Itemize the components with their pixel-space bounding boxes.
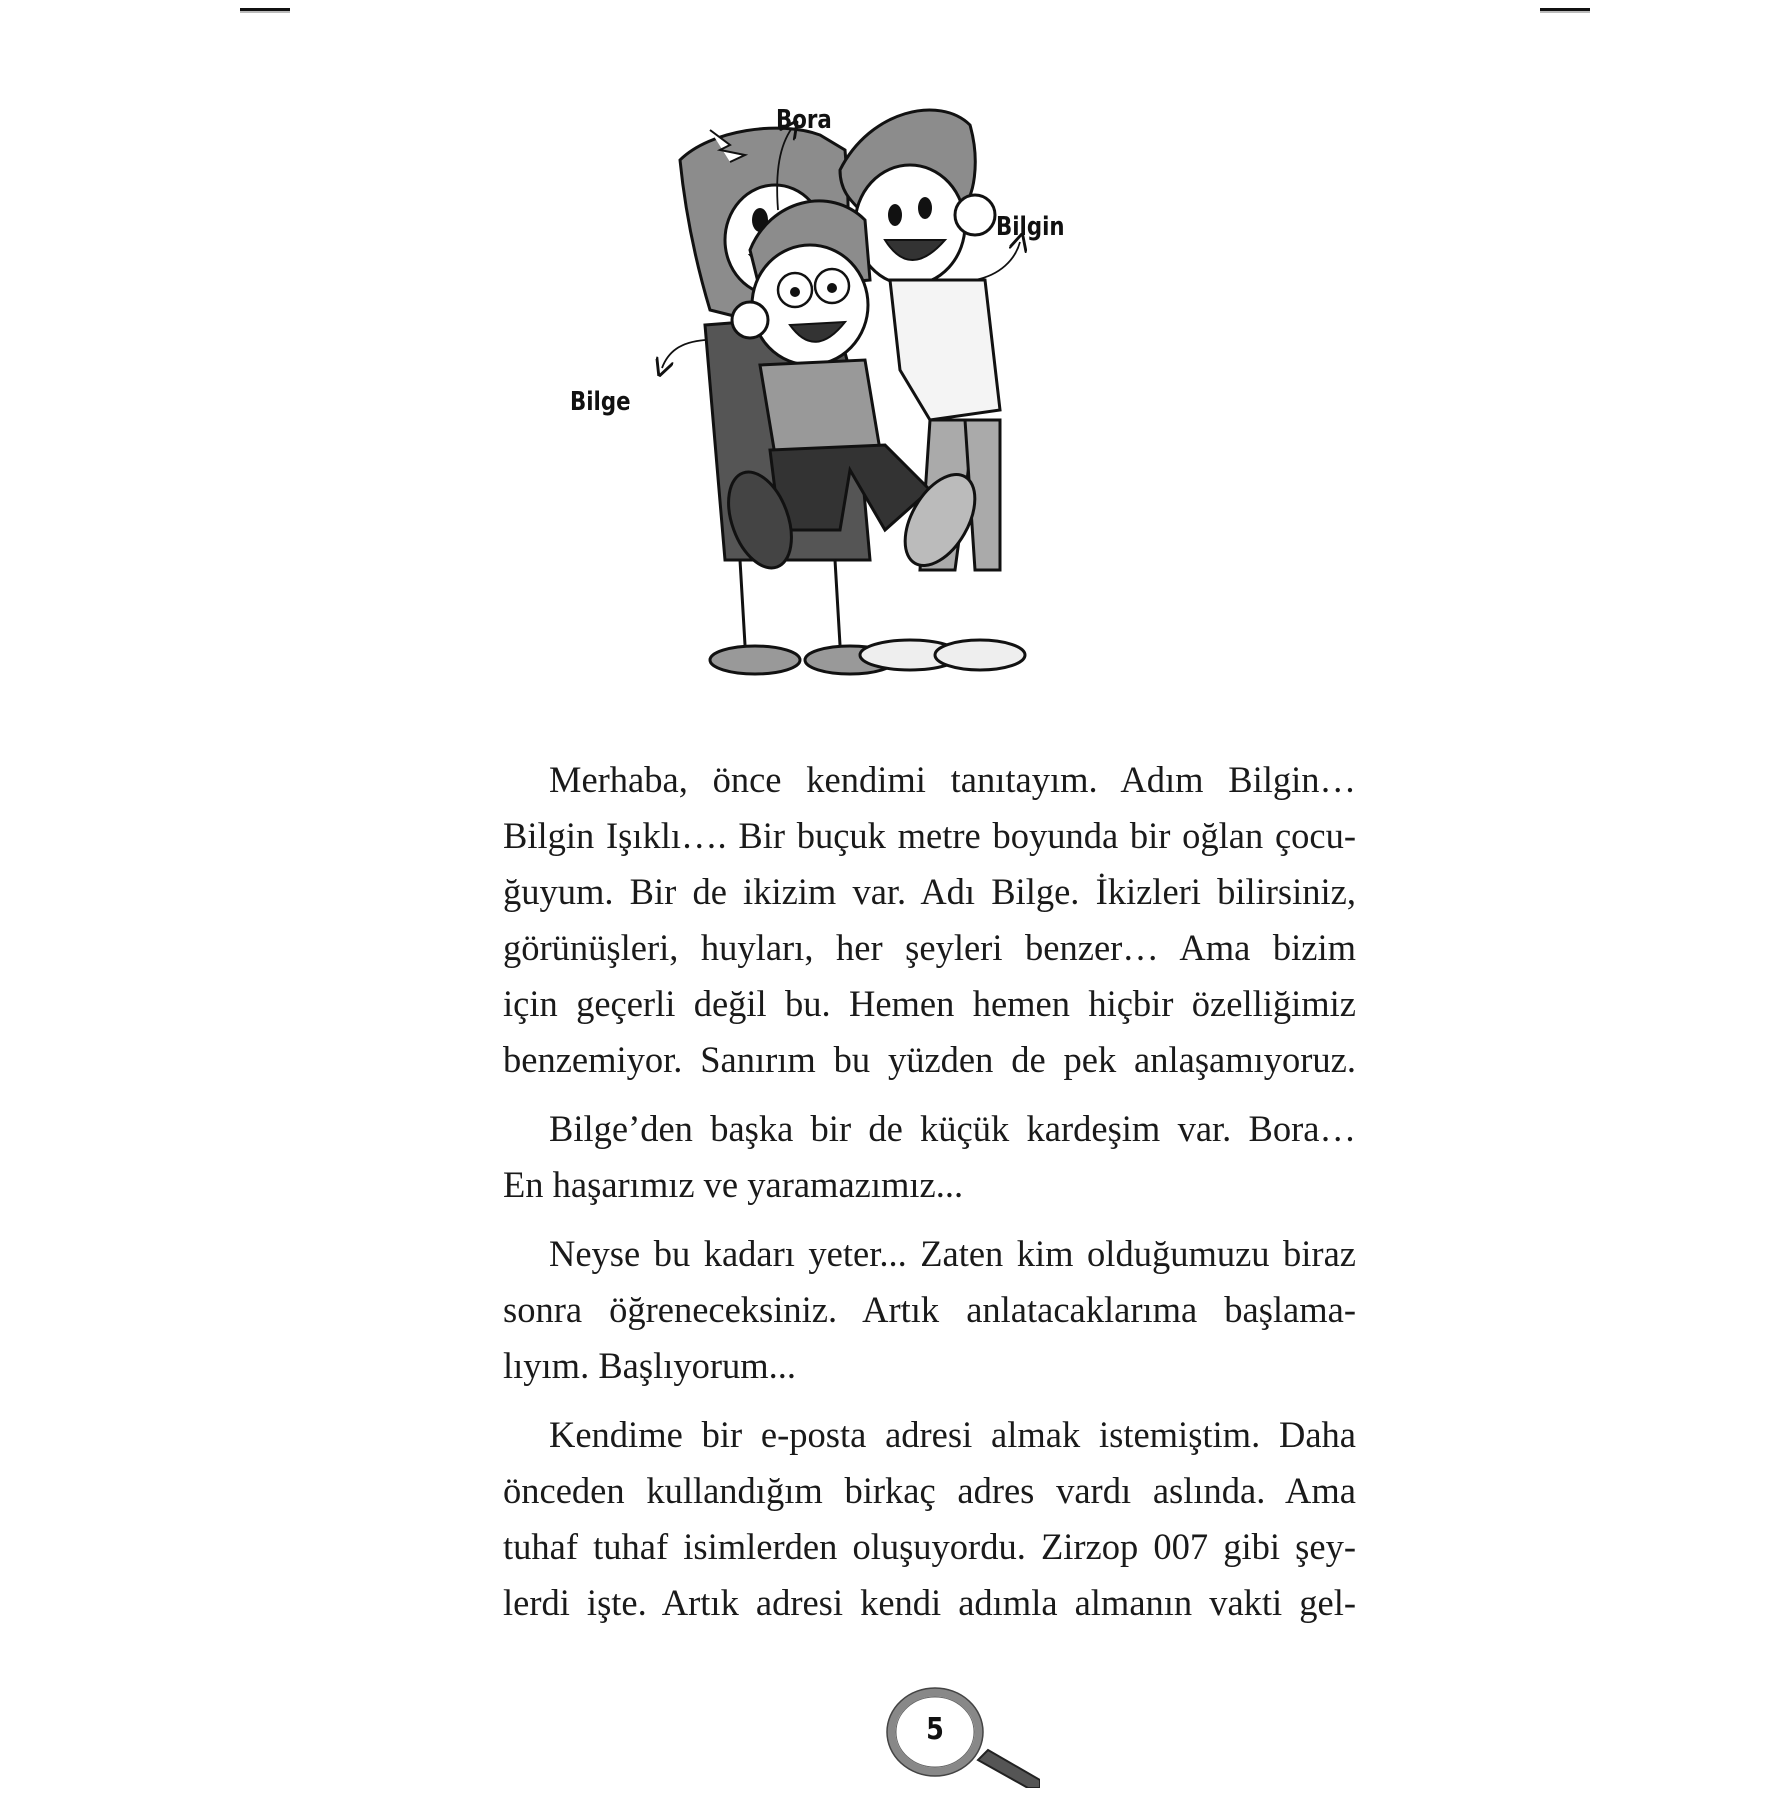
text-line: ğuyum. Bir de ikizim var. Adı Bilge. İkizleri bilirsiniz, (503, 871, 1356, 912)
text-line: benzemiyor. Sanırım bu yüzden de pek anlaşamıyoruz. (503, 1039, 1356, 1080)
text-line: önceden kullandığım birkaç adres vardı aslında. Ama (503, 1470, 1356, 1511)
text-line: Bilge’den başka bir de küçük kardeşim var. Bora… (549, 1108, 1356, 1149)
body-text (503, 752, 1356, 1644)
text-line: lerdi işte. Artık adresi kendi adımla almanın vakti gel- (503, 1582, 1356, 1623)
magnifying-glass-icon (880, 1680, 1040, 1788)
text-line: sonra öğreneceksiniz. Artık anlatacaklarıma başlama- (503, 1289, 1356, 1330)
paragraph-intro (503, 752, 1356, 1088)
text-line: Kendime bir e-posta adresi almak istemiştim. Daha (549, 1414, 1356, 1455)
page-number-badge (880, 1680, 1040, 1788)
paragraph-email (503, 1407, 1356, 1631)
text-line: tuhaf tuhaf isimlerden oluşuyordu. Zirzop 007 gibi şey- (503, 1526, 1356, 1567)
siblings-drawing (600, 90, 1260, 690)
label-bilgin: Bilgin (996, 212, 1065, 242)
paragraph-bora (503, 1101, 1356, 1213)
label-bilge: Bilge (570, 387, 631, 417)
text-line: için geçerli değil bu. Hemen hemen hiçbir özelliğimiz (503, 983, 1356, 1024)
paragraph-start (503, 1226, 1356, 1394)
label-bora: Bora (776, 105, 832, 135)
crop-mark-right (1540, 8, 1590, 11)
text-line: görünüşleri, huyları, her şeyleri benzer… Ama bizim (503, 927, 1356, 968)
text-line: En haşarımız ve yaramazımız... (503, 1164, 964, 1205)
bilge-arrow (662, 340, 705, 368)
text-line: Neyse bu kadarı yeter... Zaten kim olduğumuzu biraz (549, 1233, 1356, 1274)
bilgin-arrow (975, 242, 1020, 280)
page-number: 5 (926, 1712, 944, 1747)
text-line: lıyım. Başlıyorum... (503, 1345, 797, 1386)
text-line: Merhaba, önce kendimi tanıtayım. Adım Bilgin… (549, 759, 1356, 800)
character-illustration (570, 90, 1260, 690)
crop-mark-left (240, 8, 290, 11)
text-line: Bilgin Işıklı…. Bir buçuk metre boyunda bir oğlan çocu- (503, 815, 1356, 856)
